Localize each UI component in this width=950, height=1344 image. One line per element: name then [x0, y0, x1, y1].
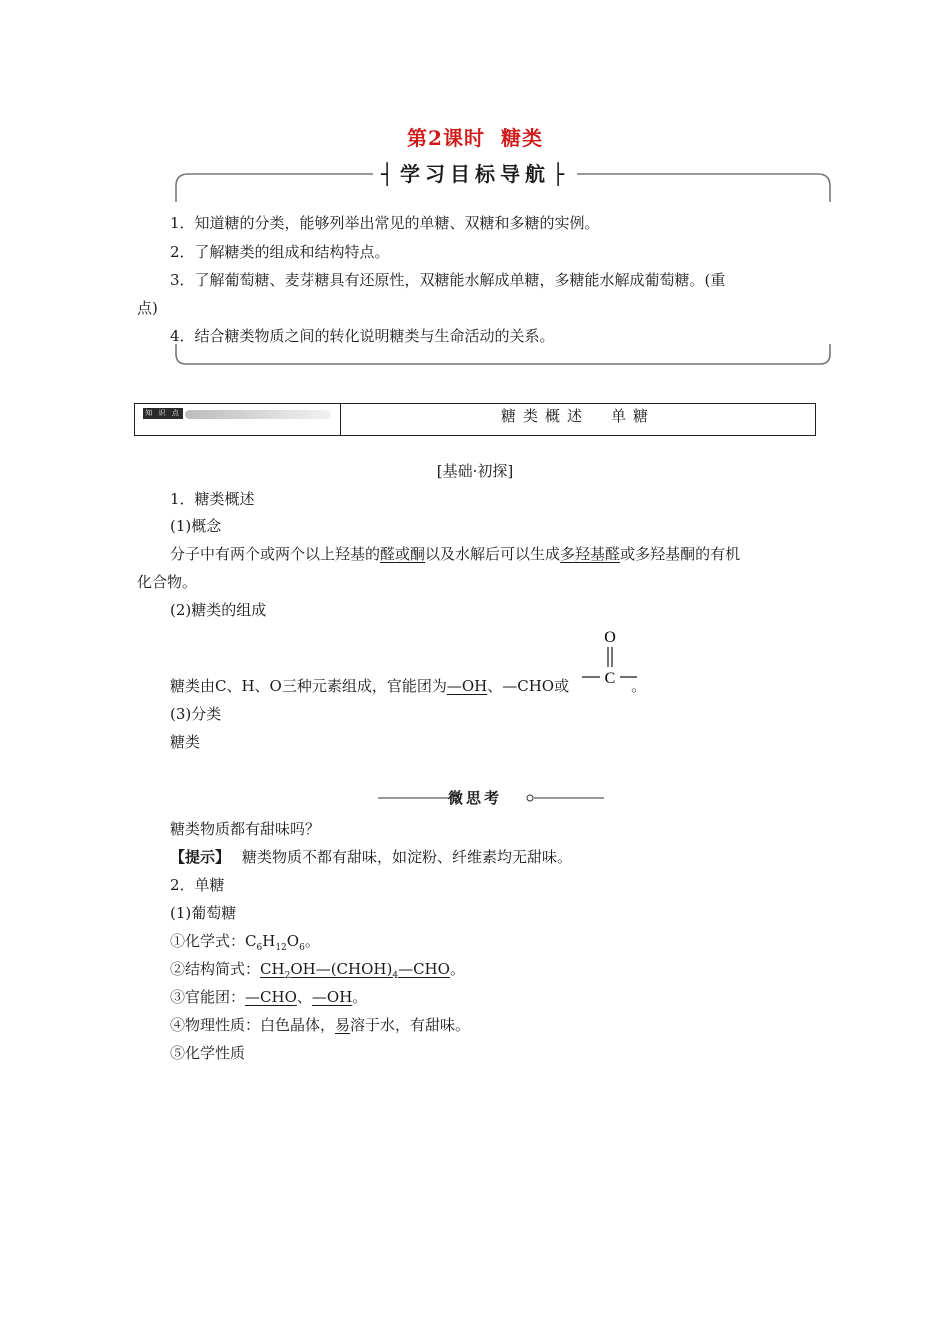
lesson-topic: 糖类 — [500, 126, 543, 150]
goal-4: 4．结合糖类物质之间的转化说明糖类与生命活动的关系。 — [170, 327, 555, 345]
concept-text-cont: 化合物。 — [137, 573, 198, 591]
lesson-number: 第2课时 — [407, 126, 485, 150]
concept-heading: (1)概念 — [170, 517, 222, 535]
carbonyl-structure — [580, 627, 640, 687]
carbonyl-carbon: C — [604, 670, 616, 687]
hint-text: 糖类物质不都有甜味，如淀粉、纤维素均无甜味。 — [242, 848, 573, 866]
overview-heading: 1．糖类概述 — [170, 490, 255, 508]
answer-aldehyde-group: —CHO — [245, 988, 297, 1006]
glucose-chemical-heading: ⑤化学性质 — [170, 1044, 246, 1062]
glucose-formula: ①化学式：$C_6H_{12}O_6$。 — [170, 932, 320, 953]
goal-1: 1．知道糖的分类，能够列举出常见的单糖、双糖和多糖的实例。 — [170, 214, 600, 232]
answer-polyhydroxy-aldehyde: 多羟基醛 — [560, 545, 621, 563]
knowledge-point-tag: 知 识 点 — [143, 408, 183, 419]
knowledge-point-bar — [134, 403, 816, 436]
carbonyl-oxygen: O — [604, 629, 616, 646]
knowledge-point-badge — [135, 404, 341, 435]
think-hint — [170, 846, 572, 867]
knowledge-point-decoration — [185, 410, 331, 419]
goals-heading: ┤ 学习目标导航 ├ — [0, 158, 950, 187]
composition-heading: (2)糖类的组成 — [170, 601, 267, 619]
lesson-title — [0, 122, 950, 151]
glucose-structure: ②结构简式：$CH_2OH—(CHOH)_4—CHO$。 — [170, 960, 465, 981]
goal-2: 2．了解糖类的组成和结构特点。 — [170, 243, 390, 261]
section-label: [基础·初探] — [436, 462, 514, 480]
knowledge-point-title: 糖类概述 单糖 — [500, 407, 655, 425]
goal-3: 3．了解葡萄糖、麦芽糖具有还原性，双糖能水解成单糖，多糖能水解成葡萄糖。(重 — [170, 271, 726, 289]
glucose-physical: ④物理性质：白色晶体，易溶于水，有甜味。 — [170, 1016, 471, 1034]
glucose-groups: ③官能团：—CHO、—OH。 — [170, 988, 368, 1006]
goal-3-cont: 点) — [137, 299, 158, 317]
think-label: 微思考 — [447, 789, 502, 807]
answer-structure: $CH_2OH—(CHOH)_4—CHO$ — [260, 960, 450, 981]
goals-heading-text: 学习目标导航 — [400, 162, 550, 186]
answer-hydroxyl: —OH — [446, 677, 488, 695]
glucose-heading: (1)葡萄糖 — [170, 904, 237, 922]
answer-aldehyde-ketone: 醛或酮 — [380, 545, 426, 563]
monosaccharide-heading: 2．单糖 — [170, 876, 225, 894]
concept-text: 分子中有两个或两个以上羟基的醛或酮以及水解后可以生成多羟基醛或多羟基酮的有机 — [170, 545, 741, 563]
classification-text: 糖类 — [170, 733, 201, 751]
think-question: 糖类物质都有甜味吗？ — [170, 820, 321, 838]
hint-label: 【提示】 — [170, 848, 231, 866]
answer-soluble: 易 — [335, 1016, 351, 1034]
composition-text: 糖类由C、H、O三种元素组成，官能团为—OH、—CHO或 。 — [170, 677, 647, 695]
classification-heading: (3)分类 — [170, 705, 222, 723]
answer-hydroxyl-group: —OH — [311, 988, 353, 1006]
